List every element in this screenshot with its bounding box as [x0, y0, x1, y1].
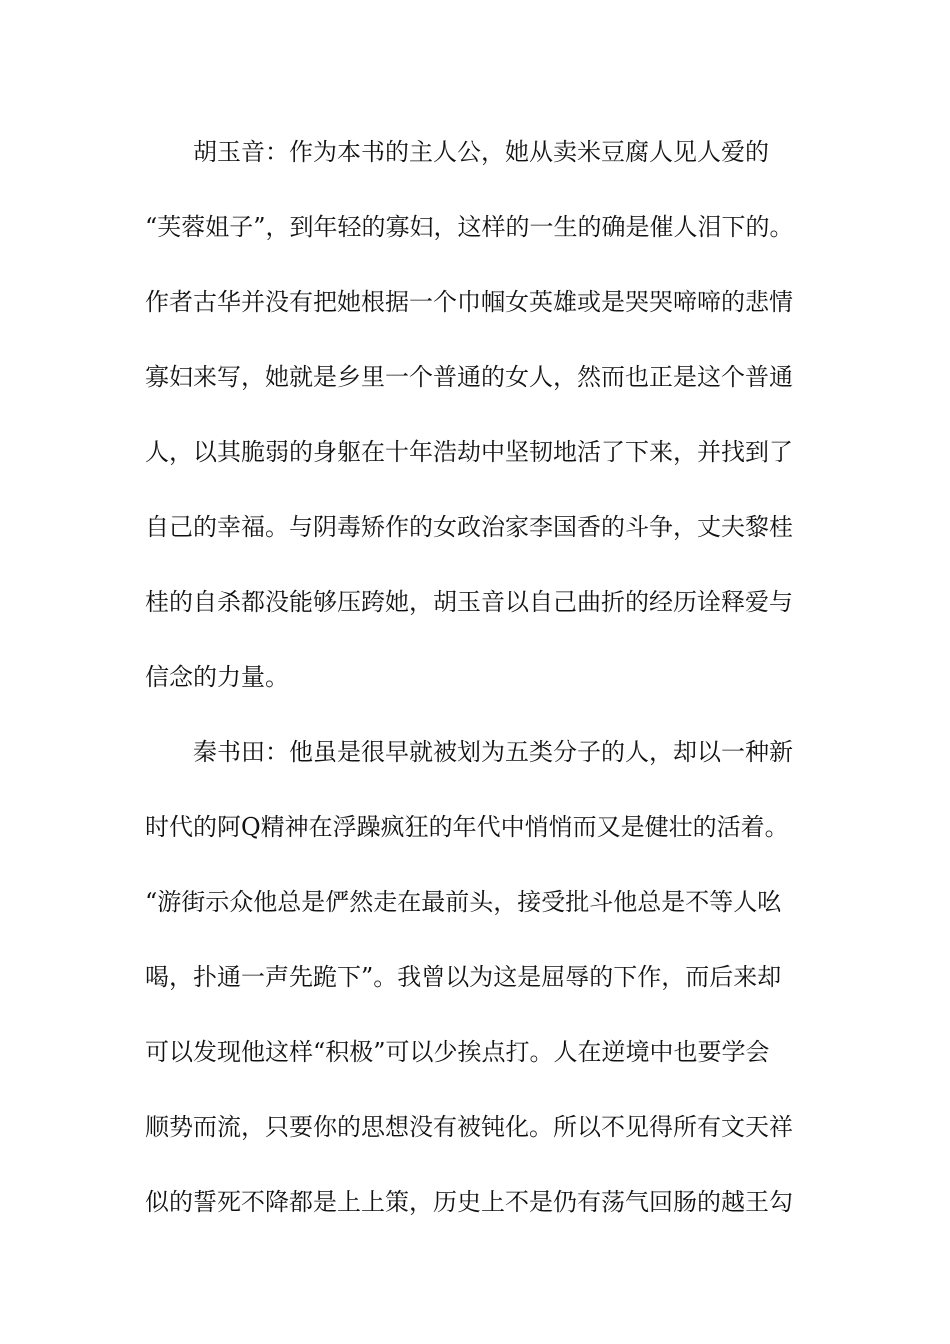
text-line: 信念的力量。	[145, 663, 289, 691]
text-line: 桂的自杀都没能够压跨她，胡玉音以自己曲折的经历诠释爱与	[145, 588, 793, 616]
document-body	[145, 134, 825, 1259]
text-line: 秦书田：他虽是很早就被划为五类分子的人，却以一种新	[193, 738, 793, 766]
text-line: 时代的阿Q精神在浮躁疯狂的年代中悄悄而又是健壮的活着。	[145, 813, 789, 841]
paragraph-qin-shutian	[145, 734, 825, 1259]
paragraph-hu-yuyin	[145, 134, 825, 734]
text-line: 喝，扑通一声先跪下”。我曾以为这是屈辱的下作，而后来却	[145, 963, 782, 991]
text-line: “游街示众他总是俨然走在最前头，接受批斗他总是不等人吆	[145, 888, 782, 916]
text-line: 可以发现他这样“积极”可以少挨点打。人在逆境中也要学会	[145, 1038, 770, 1066]
text-line: 人，以其脆弱的身躯在十年浩劫中坚韧地活了下来，并找到了	[145, 438, 793, 466]
text-line: 胡玉音：作为本书的主人公，她从卖米豆腐人见人爱的	[193, 138, 769, 166]
text-line: 顺势而流，只要你的思想没有被钝化。所以不见得所有文天祥	[145, 1113, 793, 1141]
text-line: “芙蓉姐子”，到年轻的寡妇，这样的一生的确是催人泪下的。	[145, 213, 794, 241]
text-line: 似的誓死不降都是上上策，历史上不是仍有荡气回肠的越王勾	[145, 1188, 793, 1216]
text-line: 寡妇来写，她就是乡里一个普通的女人，然而也正是这个普通	[145, 363, 793, 391]
text-line: 自己的幸福。与阴毒矫作的女政治家李国香的斗争，丈夫黎桂	[145, 513, 793, 541]
text-line: 作者古华并没有把她根据一个巾帼女英雄或是哭哭啼啼的悲情	[145, 288, 793, 316]
